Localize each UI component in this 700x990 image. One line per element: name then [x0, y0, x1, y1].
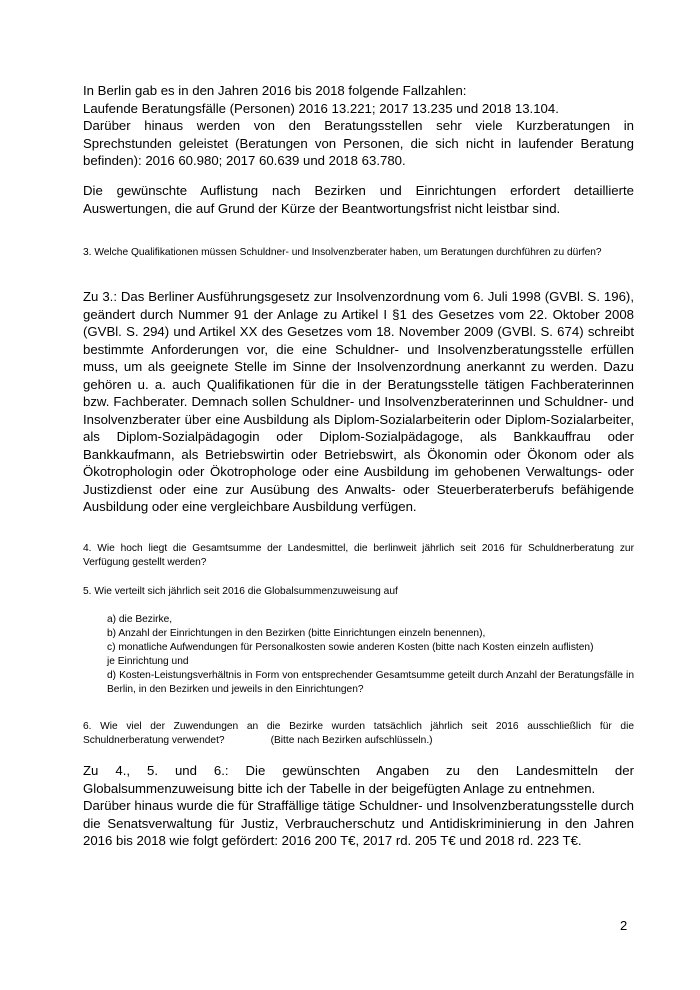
list-item: b) Anzahl der Einrichtungen in den Bezirken (bitte Einrichtungen einzeln benennen),: [107, 628, 486, 640]
paragraph-district-listing: Die gewünschte Auflistung nach Bezirken und Einrichtungen erfordert detaillierte Auswertungen, die auf Grund der Kürze der Beantwortungsfrist nicht leistbar sind.: [83, 183, 634, 216]
answer-4-5-6-text: Zu 4., 5. und 6.: Die gewünschten Angaben zu den Landesmitteln der Globalsummenzuweisung bitte ich der Tabelle in der beigefügten Anlage zu entnehmen.: [83, 763, 634, 796]
question-6: [83, 720, 634, 748]
list-item: je Einrichtung und: [107, 656, 189, 668]
page-number: 2: [620, 918, 628, 933]
case-numbers-line-1: In Berlin gab es in den Jahren 2016 bis 2018 folgende Fallzahlen:: [83, 83, 467, 98]
paragraph-case-numbers: [83, 82, 634, 170]
short-consultations-text: Darüber hinaus werden von den Beratungsstellen sehr viele Kurzberatungen in Sprechstunden geleistet (Beratungen von Personen, die sich nicht in laufender Beratung befinden): 2016 60.980; 2017 60.639 und 2018 63.780.: [83, 118, 634, 168]
question-5: 5. Wie verteilt sich jährlich seit 2016 die Globalsummenzuweisung auf: [83, 586, 398, 597]
question-4: 4. Wie hoch liegt die Gesamtsumme der Landesmittel, die berlinweit jährlich seit 2016 für Schuldnerberatung zur Verfügung gestellt werden?: [83, 543, 634, 569]
case-numbers-line-2: Laufende Beratungsfälle (Personen) 2016 13.221; 2017 13.235 und 2018 13.104.: [83, 100, 559, 116]
list-item: d) Kosten-Leistungsverhältnis in Form von entsprechender Gesamtsumme geteilt durch Anzahl der Beratungsfälle in Berlin, in den Bezirken und jeweils in den Einrichtungen?: [107, 670, 634, 696]
answer-4-5-6: [83, 762, 634, 850]
answer-3: Zu 3.: Das Berliner Ausführungsgesetz zur Insolvenzordnung vom 6. Juli 1998 (GVBl. S. 196), geändert durch Nummer 91 der Anlage zu Artikel I §1 des Gesetzes vom 22. Oktober 2008 (GVBl. S. 294) und Artikel XX des Gesetzes vom 18. November 2009 (GVBl. S. 674) schreibt bestimmte Anforderungen vor, die eine Schuldner- und Insolvenzberatungsstelle erfüllen muss, um als geeignete Stelle im Sinne der Insolvenzordnung anerkannt zu werden. Dazu gehören u. a. auch Qualifikationen für die in der Beratungsstelle tätigen Fachberaterinnen bzw. Fachberater. Demnach sollen Schuldner- und Insolvenzberaterinnen und Schuldner- und Insolvenzberater über eine Ausbildung als Diplom-Sozialarbeiterin oder Diplom-Sozialarbeiter, als Diplom-Sozialpädagogin oder Diplom-Sozialpädagoge, als Bankkauffrau oder Bankkaufmann, als Betriebswirtin oder Betriebswirt, als Ökonomin oder Ökonom oder als Ökotrophologin oder Ökotrophologe oder eine Ausbildung im gehobenen Verwaltungs- oder Justizdienst oder eine zur Ausübung des Anwalts- oder Steuerberaterberufs befähigende Ausbildung oder eine vergleichbare Ausbildung verfügen.: [83, 289, 634, 514]
list-item: c) monatliche Aufwendungen für Personalkosten sowie anderen Kosten (bitte nach Kosten einzeln auflisten): [107, 642, 594, 654]
question-3: 3. Welche Qualifikationen müssen Schuldner- und Insolvenzberater haben, um Beratungen durchführen zu dürfen?: [83, 247, 602, 258]
list-item: a) die Bezirke,: [107, 614, 173, 625]
question-6-text: 6. Wie viel der Zuwendungen an die Bezirke wurden tatsächlich jährlich seit 2016 ausschließlich für die Schuldnerberatung verwendet?: [83, 721, 634, 747]
question-5-list: [107, 613, 634, 698]
question-6-note: (Bitte nach Bezirken aufschlüsseln.): [270, 735, 433, 747]
answer-4-5-6-funding-text: Darüber hinaus wurde die für Straffällige tätige Schuldner- und Insolvenzberatungsstelle durch die Senatsverwaltung für Justiz, Verbraucherschutz und Antidiskriminierung in den Jahren 2016 bis 2018 wie folgt gefördert: 2016 200 T€, 2017 rd. 205 T€ und 2018 rd. 223 T€.: [83, 798, 634, 848]
